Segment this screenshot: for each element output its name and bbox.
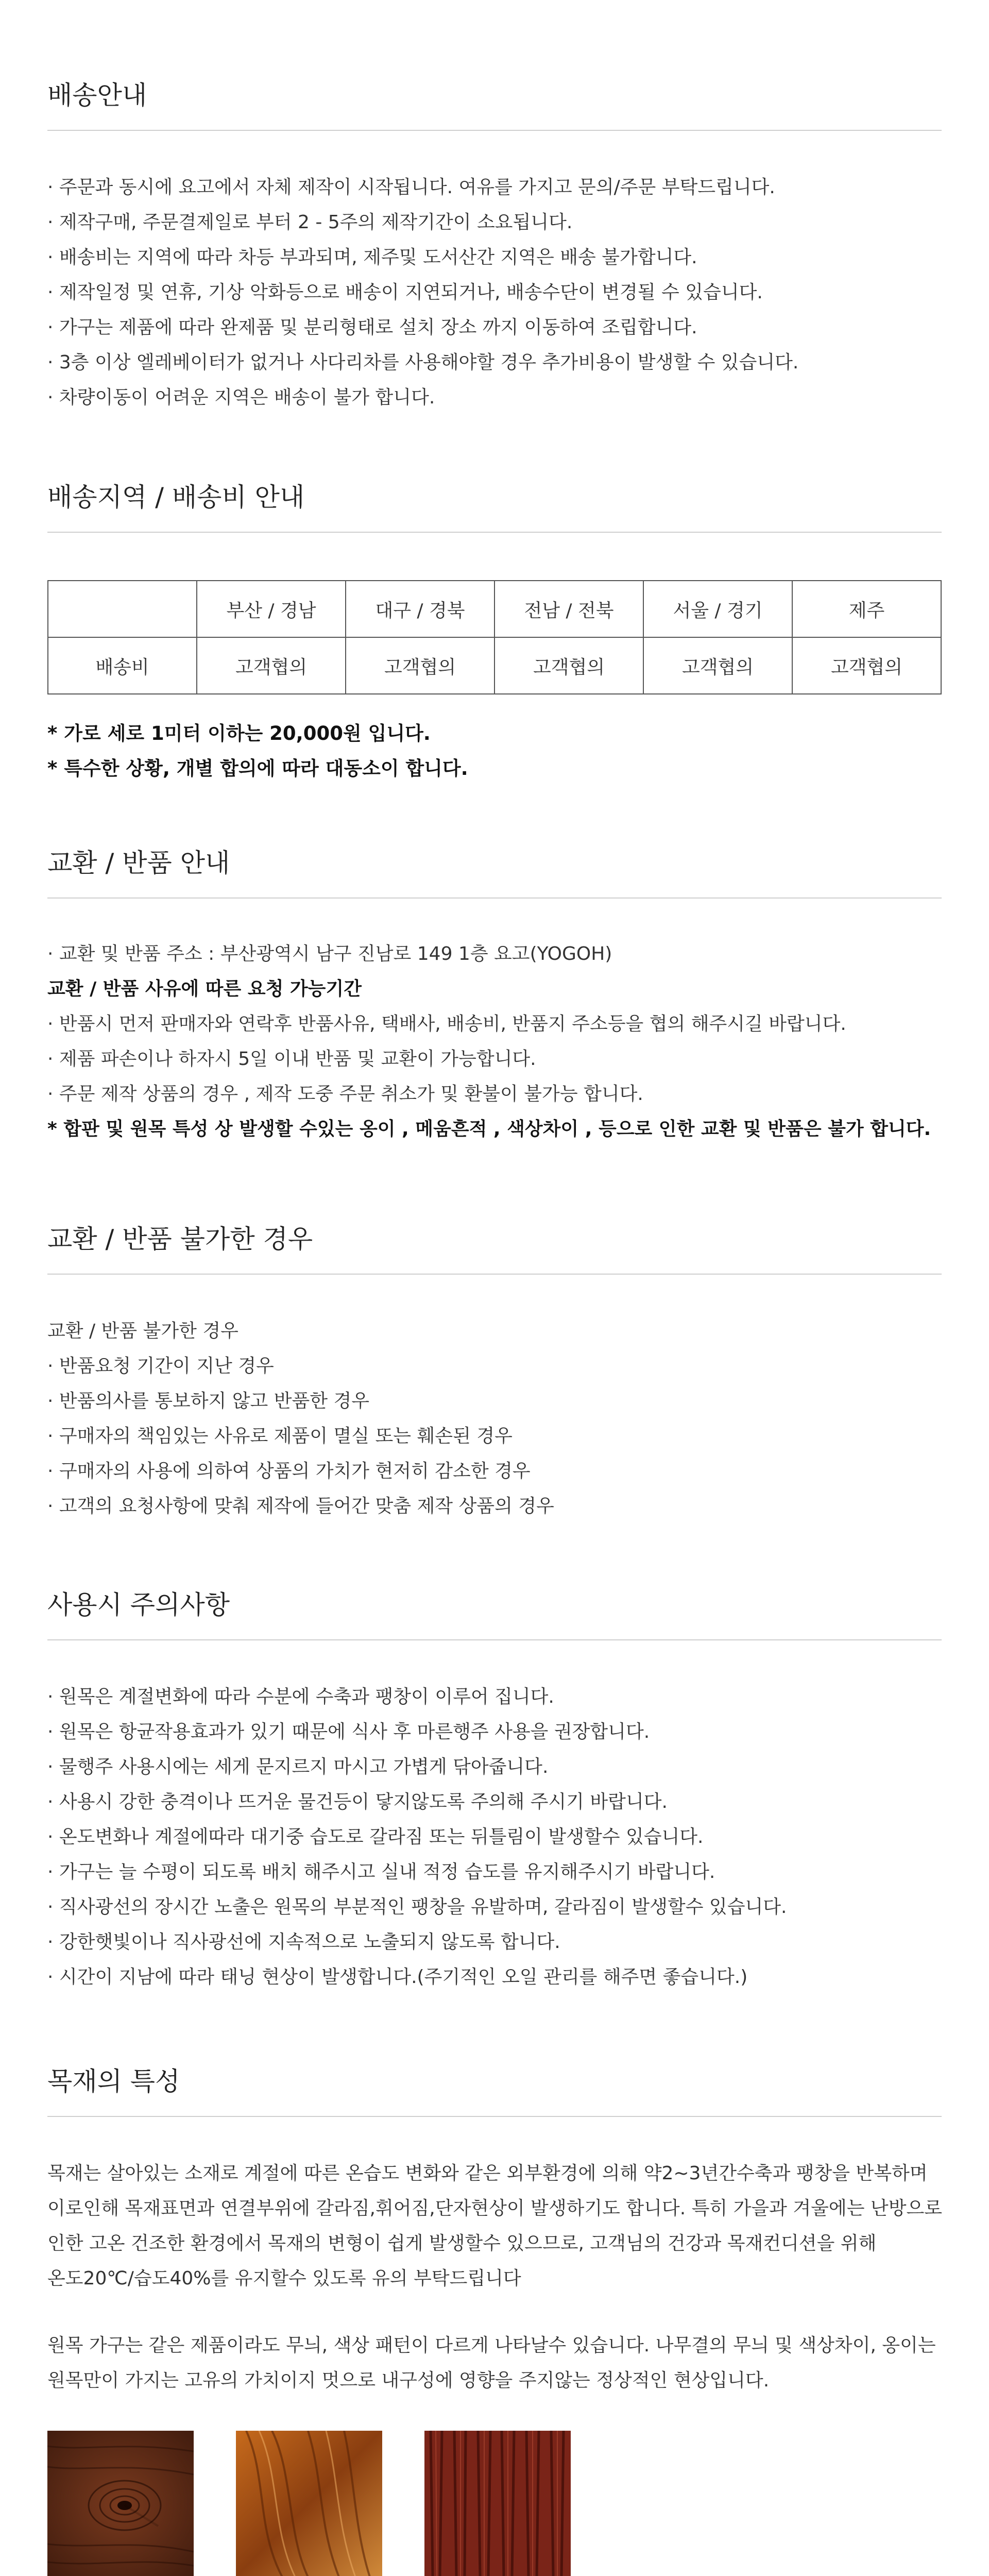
no-exchange-line: · 반품요청 기간이 지난 경우 bbox=[47, 1355, 274, 1377]
caution-line: · 원목은 항균작용효과가 있기 때문에 식사 후 마른행주 사용을 권장합니다. bbox=[47, 1721, 650, 1742]
fee-cell: 고객협의 bbox=[643, 637, 792, 694]
shipping-line: · 제작일정 및 연휴, 기상 악화등으로 배송이 지연되거나, 배송수단이 변경될 수 있습니다. bbox=[47, 282, 763, 303]
no-exchange-line: 교환 / 반품 불가한 경우 bbox=[47, 1320, 238, 1342]
shipping-line: · 배송비는 지역에 따라 차등 부과되며, 제주및 도서산간 지역은 배송 불가합니다. bbox=[47, 247, 697, 268]
wood-text-line: 원목만이 가지는 고유의 가치이지 멋으로 내구성에 영향을 주지않는 정상적인 현상입니다. bbox=[47, 2370, 770, 2391]
wood-title: 목재의 특성 bbox=[47, 2066, 180, 2096]
wood-text-line: 온도20℃/습도40%를 유지할수 있도록 유의 부탁드립니다 bbox=[47, 2268, 521, 2289]
shipping-line: · 제작구매, 주문결제일로 부터 2 - 5주의 제작기간이 소요됩니다. bbox=[47, 212, 573, 233]
exchange-line: · 반품시 먼저 판매자와 연락후 반품사유, 택배사, 배송비, 반품지 주소등을 협의 해주시길 바랍니다. bbox=[47, 1013, 846, 1035]
exchange-divider bbox=[47, 897, 942, 899]
no-exchange-title: 교환 / 반품 불가한 경우 bbox=[47, 1224, 313, 1254]
shipping-line: · 3층 이상 엘레베이터가 없거나 사다리차를 사용해야할 경우 추가비용이 발생할 수 있습니다. bbox=[47, 352, 799, 373]
fee-header-cell: 전남 / 전북 bbox=[494, 581, 643, 637]
wood-knot-image bbox=[47, 2431, 194, 2576]
wood-paragraph-2 bbox=[47, 2328, 942, 2398]
wood-text-line: 인한 고온 건조한 환경에서 목재의 변형이 쉽게 발생할수 있으므로, 고객님의 건강과 목재컨디션을 위해 bbox=[47, 2233, 877, 2254]
caution-lines bbox=[47, 1680, 942, 1995]
caution-line: · 온도변화나 계절에따라 대기중 습도로 갈라짐 또는 뒤틀림이 발생할수 있습니다. bbox=[47, 1826, 704, 1848]
wood-color-image bbox=[236, 2431, 382, 2576]
fee-row bbox=[48, 637, 941, 694]
caution-line: · 가구는 늘 수평이 되도록 배치 해주시고 실내 적정 습도를 유지해주시기 바랍니다. bbox=[47, 1861, 715, 1883]
fee-header-cell: 대구 / 경북 bbox=[346, 581, 494, 637]
fee-cell: 고객협의 bbox=[346, 637, 494, 694]
fee-header-cell: 제주 bbox=[792, 581, 941, 637]
no-exchange-lines bbox=[47, 1314, 942, 1524]
no-exchange-line: · 고객의 요청사항에 맞춰 제작에 들어간 맞춤 제작 상품의 경우 bbox=[47, 1496, 554, 1517]
shipping-divider bbox=[47, 130, 942, 131]
caution-line: · 강한햇빛이나 직사광선에 지속적으로 노출되지 않도록 합니다. bbox=[47, 1931, 560, 1953]
caution-title: 사용시 주의사항 bbox=[47, 1590, 230, 1620]
caution-line: · 사용시 강한 충격이나 뜨거운 물건등이 닿지않도록 주의해 주시기 바랍니다. bbox=[47, 1791, 668, 1812]
fee-cell: 고객협의 bbox=[494, 637, 643, 694]
no-exchange-divider bbox=[47, 1274, 942, 1275]
exchange-line: · 주문 제작 상품의 경우 , 제작 도중 주문 취소가 및 환불이 불가능 합니다. bbox=[47, 1083, 643, 1105]
shipping-lines bbox=[47, 170, 942, 415]
caution-line: · 시간이 지남에 따라 태닝 현상이 발생합니다.(주기적인 오일 관리를 해주면 좋습니다.) bbox=[47, 1967, 748, 1988]
exchange-lines bbox=[47, 937, 942, 1147]
no-exchange-line: · 구매자의 책임있는 사유로 제품이 멸실 또는 훼손된 경우 bbox=[47, 1426, 513, 1447]
caution-line: · 물행주 사용시에는 세게 문지르지 마시고 가볍게 닦아줍니다. bbox=[47, 1756, 549, 1777]
no-exchange-line: · 구매자의 사용에 의하여 상품의 가치가 현저히 감소한 경우 bbox=[47, 1461, 531, 1482]
wood-paragraph-1 bbox=[47, 2156, 942, 2296]
shipping-title: 배송안내 bbox=[47, 80, 147, 110]
shipping-line: · 가구는 제품에 따라 완제품 및 분리형태로 설치 장소 까지 이동하여 조립합니다. bbox=[47, 317, 697, 338]
fee-note: * 가로 세로 1미터 이하는 20,000원 입니다. bbox=[47, 722, 431, 744]
fee-header-cell bbox=[48, 581, 197, 637]
shipping-fee-table bbox=[47, 580, 942, 694]
fee-header-row bbox=[48, 581, 941, 637]
wood-text-line: 원목 가구는 같은 제품이라도 무늬, 색상 패턴이 다르게 나타날수 있습니다. 나무결의 무늬 및 색상차이, 옹이는 bbox=[47, 2335, 936, 2356]
wood-text-line: 이로인해 목재표면과 연결부위에 갈라짐,휘어짐,단자현상이 발생하기도 합니다. 특히 가을과 겨울에는 난방으로 bbox=[47, 2198, 943, 2219]
caution-line: · 원목은 계절변화에 따라 수분에 수축과 팽창이 이루어 집니다. bbox=[47, 1686, 554, 1707]
caution-divider bbox=[47, 1639, 942, 1640]
exchange-title: 교환 / 반품 안내 bbox=[47, 848, 230, 878]
caution-line: · 직사광선의 장시간 노출은 원목의 부분적인 팽창을 유발하며, 갈라짐이 발생할수 있습니다. bbox=[47, 1896, 787, 1918]
fee-header-cell: 서울 / 경기 bbox=[643, 581, 792, 637]
exchange-line: · 교환 및 반품 주소 : 부산광역시 남구 진남로 149 1층 요고(YOGOH) bbox=[47, 943, 612, 964]
fees-divider bbox=[47, 532, 942, 533]
exchange-subheading: 교환 / 반품 사유에 따른 요청 가능기간 bbox=[47, 978, 362, 999]
wood-divider bbox=[47, 2116, 942, 2117]
exchange-line: · 제품 파손이나 하자시 5일 이내 반품 및 교환이 가능합니다. bbox=[47, 1048, 536, 1070]
fee-header-cell: 부산 / 경남 bbox=[197, 581, 346, 637]
fee-cell: 고객협의 bbox=[197, 637, 346, 694]
exchange-warning: * 합판 및 원목 특성 상 발생할 수있는 옹이 , 메움흔적 , 색상차이 , 등으로 인한 교환 및 반품은 불가 합니다. bbox=[47, 1118, 931, 1140]
no-exchange-line: · 반품의사를 통보하지 않고 반품한 경우 bbox=[47, 1391, 370, 1412]
wood-text-line: 목재는 살아있는 소재로 계절에 따른 온습도 변화와 같은 외부환경에 의해 약2~3년간수축과 팽창을 반복하며 bbox=[47, 2163, 928, 2184]
fee-row-label: 배송비 bbox=[48, 637, 197, 694]
fee-cell: 고객협의 bbox=[792, 637, 941, 694]
shipping-line: · 차량이동이 어려운 지역은 배송이 불가 합니다. bbox=[47, 387, 435, 408]
shipping-line: · 주문과 동시에 요고에서 자체 제작이 시작됩니다. 여유를 가지고 문의/주문 부탁드립니다. bbox=[47, 177, 775, 198]
fees-title: 배송지역 / 배송비 안내 bbox=[47, 482, 305, 512]
fee-note: * 특수한 상황, 개별 합의에 따라 대동소이 합니다. bbox=[47, 757, 468, 779]
wood-grain-image bbox=[424, 2431, 571, 2576]
